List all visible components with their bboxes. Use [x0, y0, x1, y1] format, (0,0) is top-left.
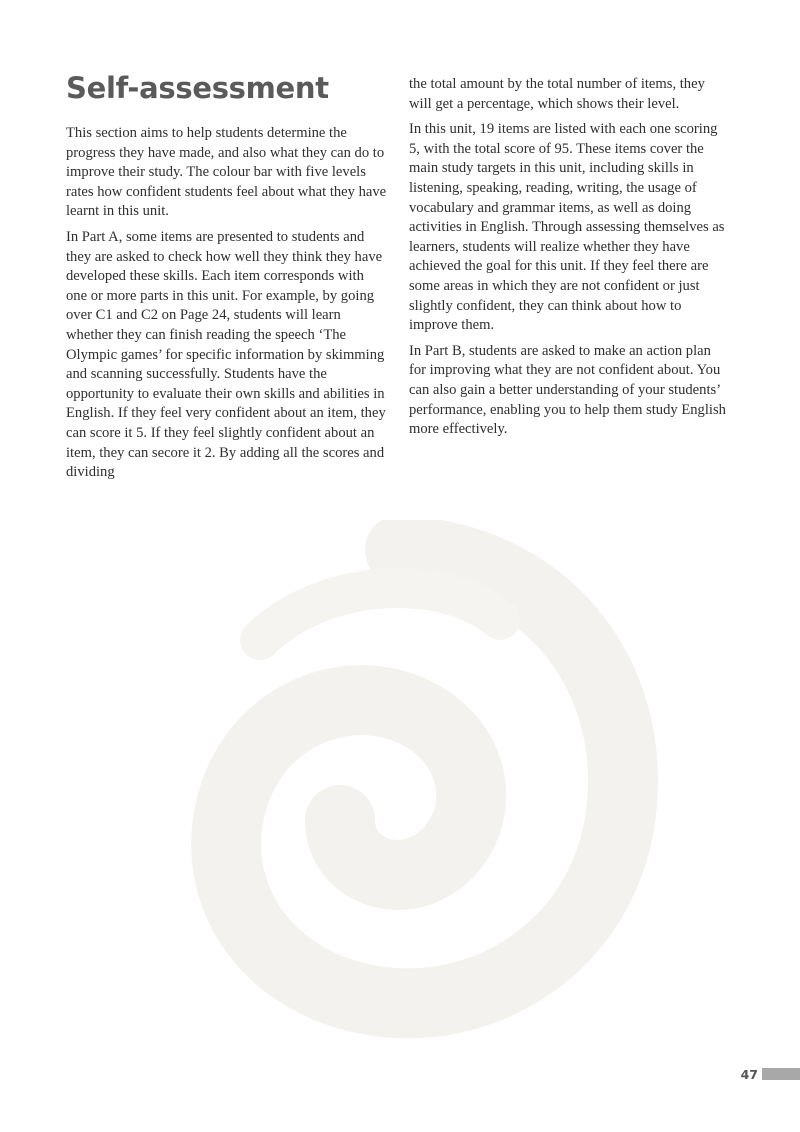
page-footer: [741, 1066, 800, 1082]
right-column: [409, 75, 731, 446]
paragraph: In this unit, 19 items are listed with each one scoring 5, with the total score of 95. These items cover the main study targets in this unit, including skills in listening, speaking, reading, writing, the usage of vocabulary and grammar items, as well as doing activities in English. Through assessing themselves as learners, students will realize whether they have achieved the goal for this unit. If they feel there are some areas in which they are not confident or just slightly confident, they can think about how to improve them.: [409, 121, 725, 334]
swirl-watermark-icon: [140, 520, 660, 1040]
paragraph: This section aims to help students determine the progress they have made, and also what they can do to improve their study. The colour bar with five levels rates how confident students feel about what they have learnt in this unit.: [66, 125, 387, 220]
page-title: Self-assessment: [66, 71, 329, 105]
left-column: [66, 124, 388, 489]
paragraph: the total amount by the total number of items, they will get a percentage, which shows their level.: [409, 76, 705, 112]
paragraph: In Part B, students are asked to make an action plan for improving what they are not confident about. You can also gain a better understanding of your students’ performance, enabling you to help them study English more effectively.: [409, 342, 726, 438]
page-bar: [762, 1068, 800, 1080]
page-number: 47: [740, 1066, 758, 1082]
paragraph: In Part A, some items are presented to students and they are asked to check how well they think they have developed these skills. Each item corresponds with one or more parts in this unit. For example, by going over C1 and C2 on Page 24, students will learn whether they can finish reading the speech ‘The Olympic games’ for specific information by skimming and scanning successfully. Students have the opportunity to evaluate their own skills and abilities in English. If they feel very confident about an item, they can score it 5. If they feel slightly confident about an item, they can secore it 2. By adding all the scores and dividing: [66, 228, 386, 481]
